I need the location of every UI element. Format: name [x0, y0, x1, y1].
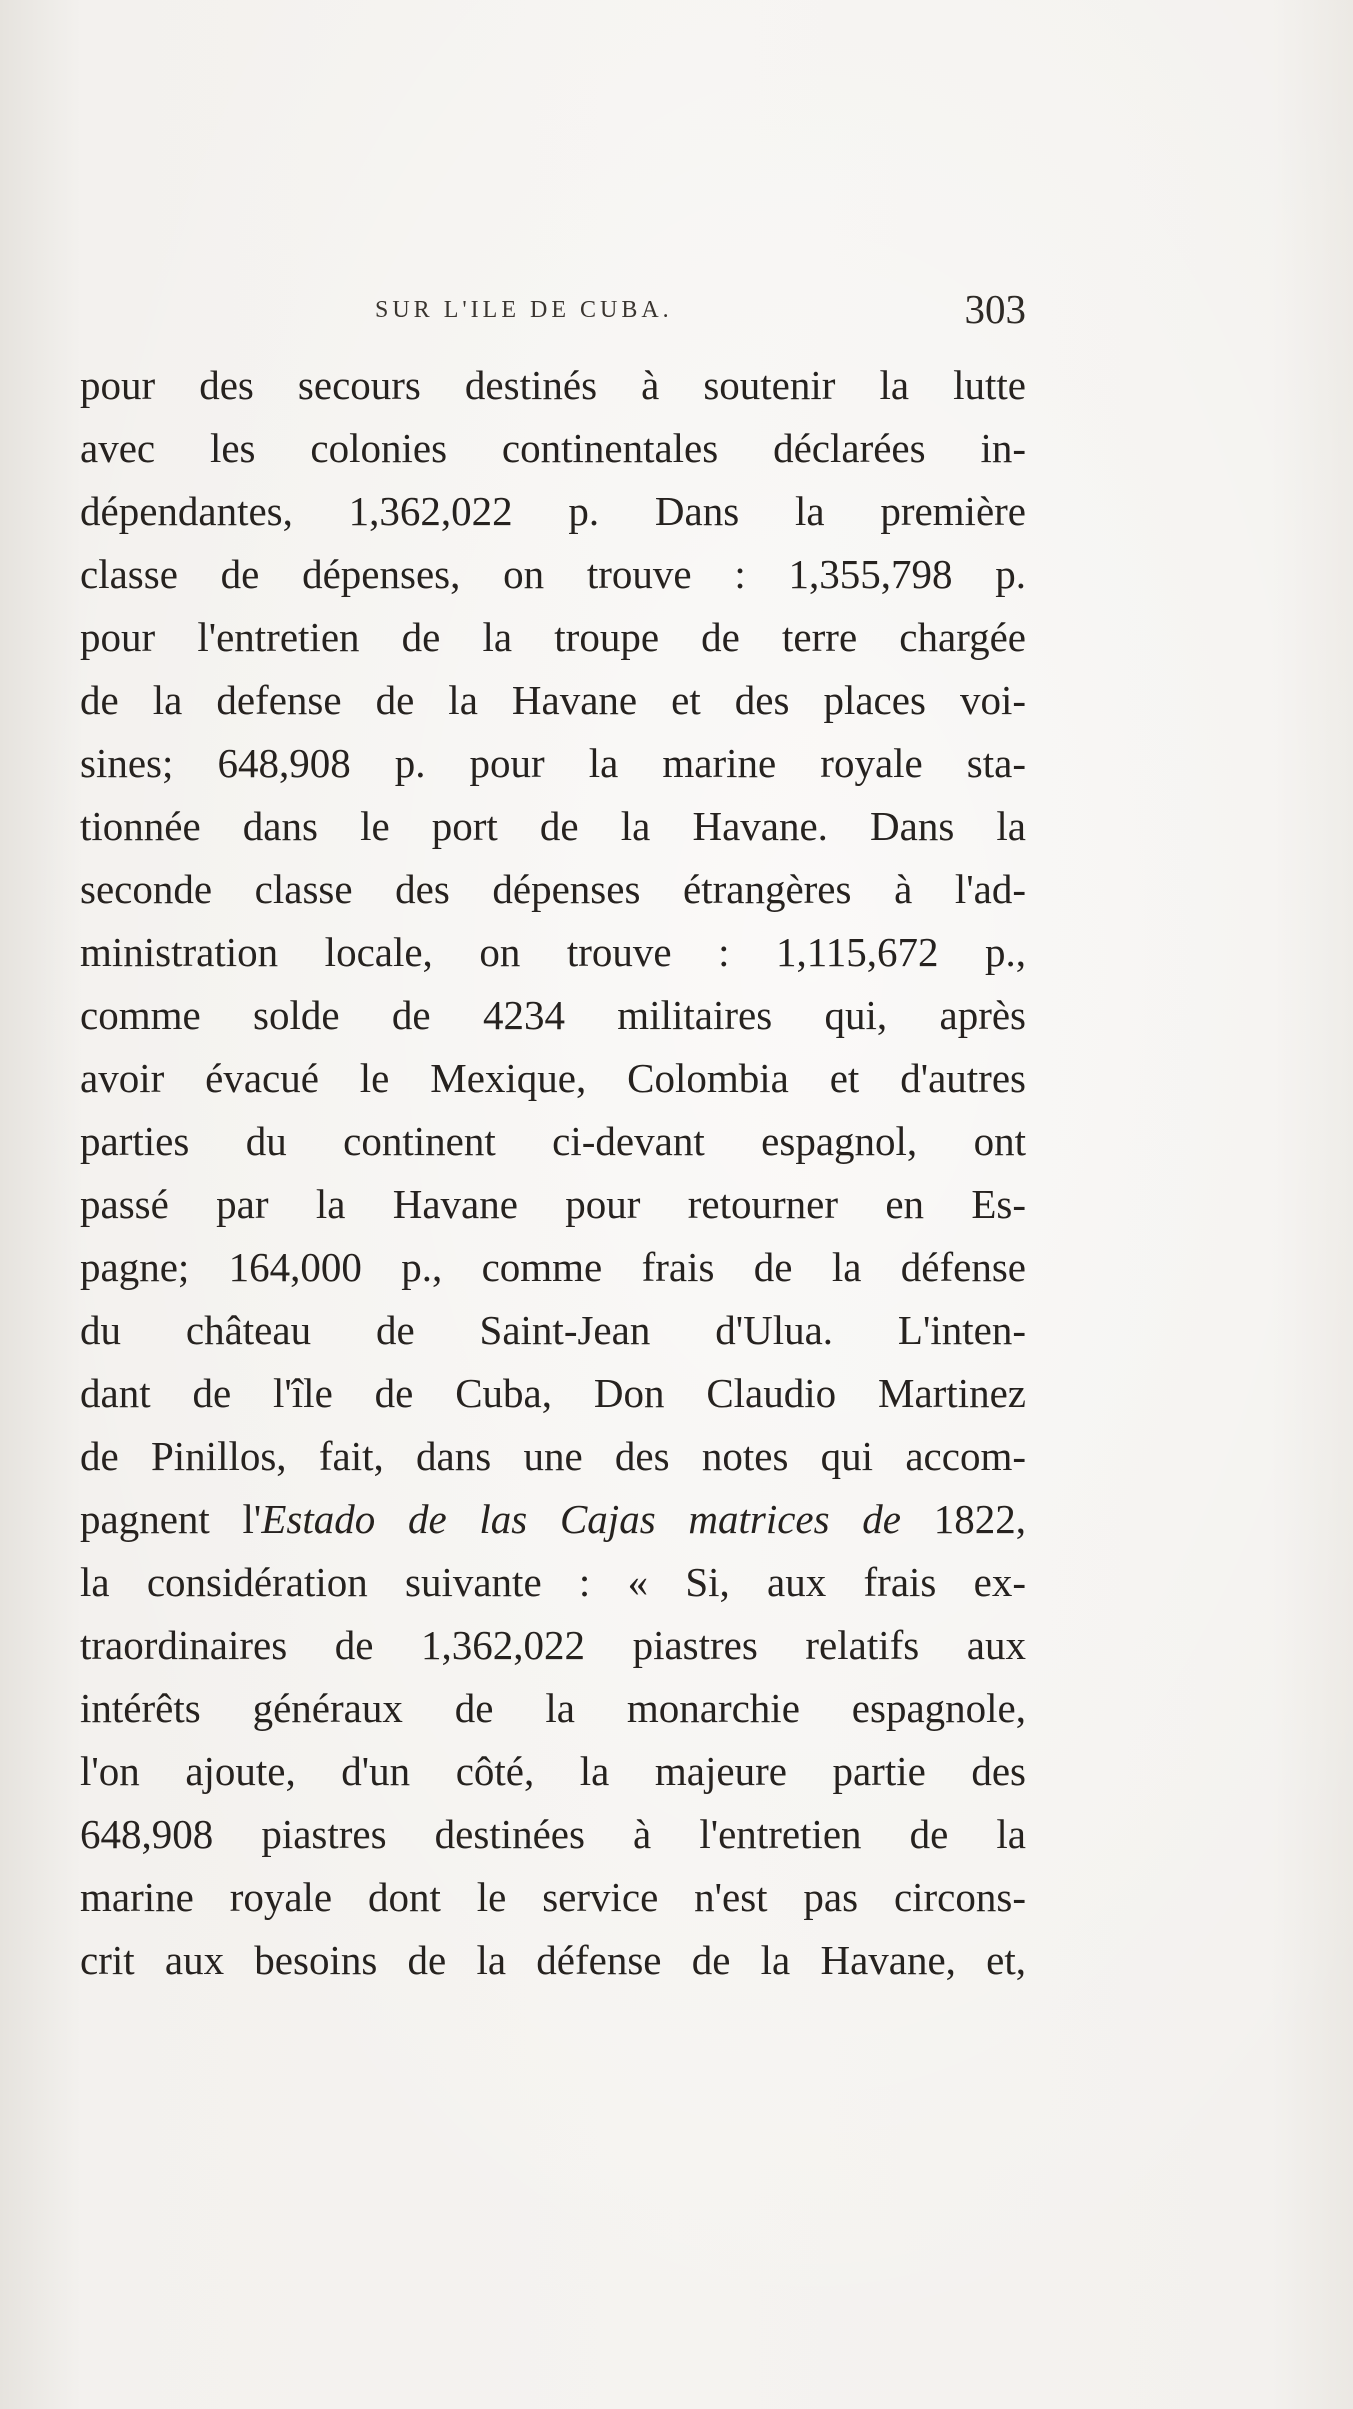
- running-title: SUR L'ILE DE CUBA.: [375, 297, 673, 323]
- text-line: pagne; 164,000 p., comme frais de la défense: [80, 1244, 1026, 1290]
- body-text: [80, 354, 1026, 1992]
- text-line: pour l'entretien de la troupe de terre chargée: [80, 614, 1026, 660]
- text-line: classe de dépenses, on trouve : 1,355,798 p.: [80, 551, 1026, 597]
- text-line: la considération suivante : « Si, aux frais ex-: [80, 1559, 1026, 1605]
- text-line: marine royale dont le service n'est pas circons-: [80, 1874, 1026, 1920]
- text-line: avec les colonies continentales déclarées in-: [80, 425, 1026, 471]
- text-line: tionnée dans le port de la Havane. Dans la: [80, 803, 1026, 849]
- text-line: intérêts généraux de la monarchie espagnole,: [80, 1685, 1026, 1731]
- text-line: dépendantes, 1,362,022 p. Dans la première: [80, 488, 1026, 534]
- text-line: dant de l'île de Cuba, Don Claudio Martinez: [80, 1370, 1026, 1416]
- running-head: [80, 285, 1026, 345]
- text-segment: pagnent l': [80, 1496, 262, 1542]
- text-line-with-title: [80, 1488, 1026, 1551]
- text-line: avoir évacué le Mexique, Colombia et d'autres: [80, 1055, 1026, 1101]
- page-number: 303: [964, 286, 1026, 332]
- text-line: 648,908 piastres destinées à l'entretien de la: [80, 1811, 1026, 1857]
- text-line: passé par la Havane pour retourner en Es-: [80, 1181, 1026, 1227]
- text-line: sines; 648,908 p. pour la marine royale sta-: [80, 740, 1026, 786]
- text-line: comme solde de 4234 militaires qui, après: [80, 992, 1026, 1038]
- text-line: pour des secours destinés à soutenir la lutte: [80, 362, 1026, 408]
- text-line: du château de Saint-Jean d'Ulua. L'inten-: [80, 1307, 1026, 1353]
- text-line: l'on ajoute, d'un côté, la majeure partie des: [80, 1748, 1026, 1794]
- cited-title: Estado de las Cajas matrices de: [261, 1496, 902, 1542]
- text-line: traordinaires de 1,362,022 piastres relatifs aux: [80, 1622, 1026, 1668]
- text-segment: 1822,: [901, 1496, 1026, 1542]
- text-line: crit aux besoins de la défense de la Havane, et,: [80, 1937, 1026, 1983]
- text-line: parties du continent ci-devant espagnol, ont: [80, 1118, 1026, 1164]
- text-line: seconde classe des dépenses étrangères à l'ad-: [80, 866, 1026, 912]
- text-line: de Pinillos, fait, dans une des notes qui accom-: [80, 1433, 1026, 1479]
- text-line: ministration locale, on trouve : 1,115,672 p.,: [80, 929, 1026, 975]
- text-line: de la defense de la Havane et des places voi-: [80, 677, 1026, 723]
